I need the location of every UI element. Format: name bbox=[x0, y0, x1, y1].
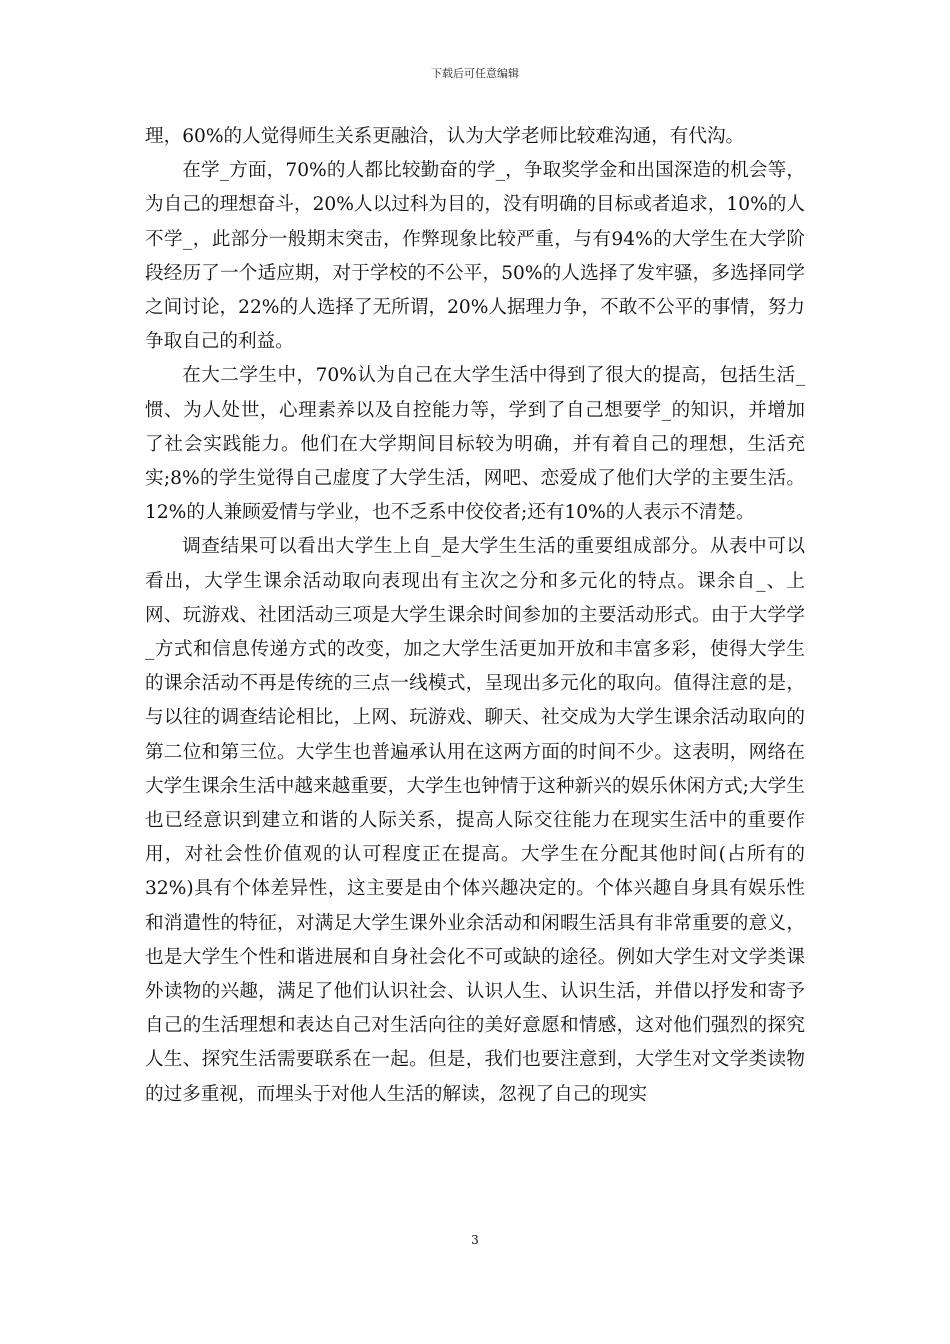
paragraph-4: 调查结果可以看出大学生上自_是大学生生活的重要组成部分。从表中可以看出，大学生课余活动取向表现出有主次之分和多元化的特点。课余自_、上网、玩游戏、社团活动三项是大学生课余时间参加的主要活动形式。由于大学学_方式和信息传递方式的改变，加之大学生活更加开放和丰富多彩，使得大学生的课余活动不再是传统的三点一线模式，呈现出多元化的取向。值得注意的是，与以往的调查结论相比，上网、玩游戏、聊天、社交成为大学生课余活动取向的第二位和第三位。大学生也普遍承认用在这两方面的时间不少。这表明，网络在大学生课余生活中越来越重要，大学生也钟情于这种新兴的娱乐休闲方式;大学生也已经意识到建立和谐的人际关系，提高人际交往能力在现实生活中的重要作用，对社会性价值观的认可程度正在提高。大学生在分配其他时间(占所有的32%)具有个体差异性，这主要是由个体兴趣决定的。个体兴趣自身具有娱乐性和消遣性的特征，对满足大学生课外业余活动和闲暇生活具有非常重要的意义，也是大学生个性和谐进展和自身社会化不可或缺的途径。例如大学生对文学类课外读物的兴趣，满足了他们认识社会、认识人生、认识生活，并借以抒发和寄予自己的生活理想和表达自己对生活向往的美好意愿和情感，这对他们强烈的探究人生、探究生活需要联系在一起。但是，我们也要注意到，大学生对文学类读物的过多重视，而埋头于对他人生活的解读，忽视了自己的现实 bbox=[145, 536, 805, 1105]
paragraph-1: 理，60%的人觉得师生关系更融洽，认为大学老师比较难沟通，有代沟。 bbox=[145, 126, 745, 147]
page-header: 下载后可任意编辑 bbox=[431, 67, 519, 80]
paragraph-3: 在大二学生中，70%认为自己在大学生活中得到了很大的提高，包括生活_惯、为人处世，心理素养以及自控能力等，学到了自己想要学_的知识，并增加了社会实践能力。他们在大学期间目标较为明确，并有着自己的理想，生活充实;8%的学生觉得自己虚度了大学生活，网吧、恋爱成了他们大学的主要生活。12%的人兼顾爱情与学业，也不乏系中佼佼者;还有10%的人表示不清楚。 bbox=[145, 365, 805, 524]
body-text bbox=[145, 120, 805, 1112]
page-number: 3 bbox=[471, 1233, 479, 1247]
paragraph-2: 在学_方面，70%的人都比较勤奋的学_，争取奖学金和出国深造的机会等，为自己的理想奋斗，20%人以过科为目的，没有明确的目标或者追求，10%的人不学_，此部分一般期末突击，作弊现象比较严重，与有94%的大学生在大学阶段经历了一个适应期，对于学校的不公平，50%的人选择了发牢骚，多选择同学之间讨论，22%的人选择了无所谓，20%人据理力争，不敢不公平的事情，努力争取自己的利益。 bbox=[145, 160, 805, 353]
